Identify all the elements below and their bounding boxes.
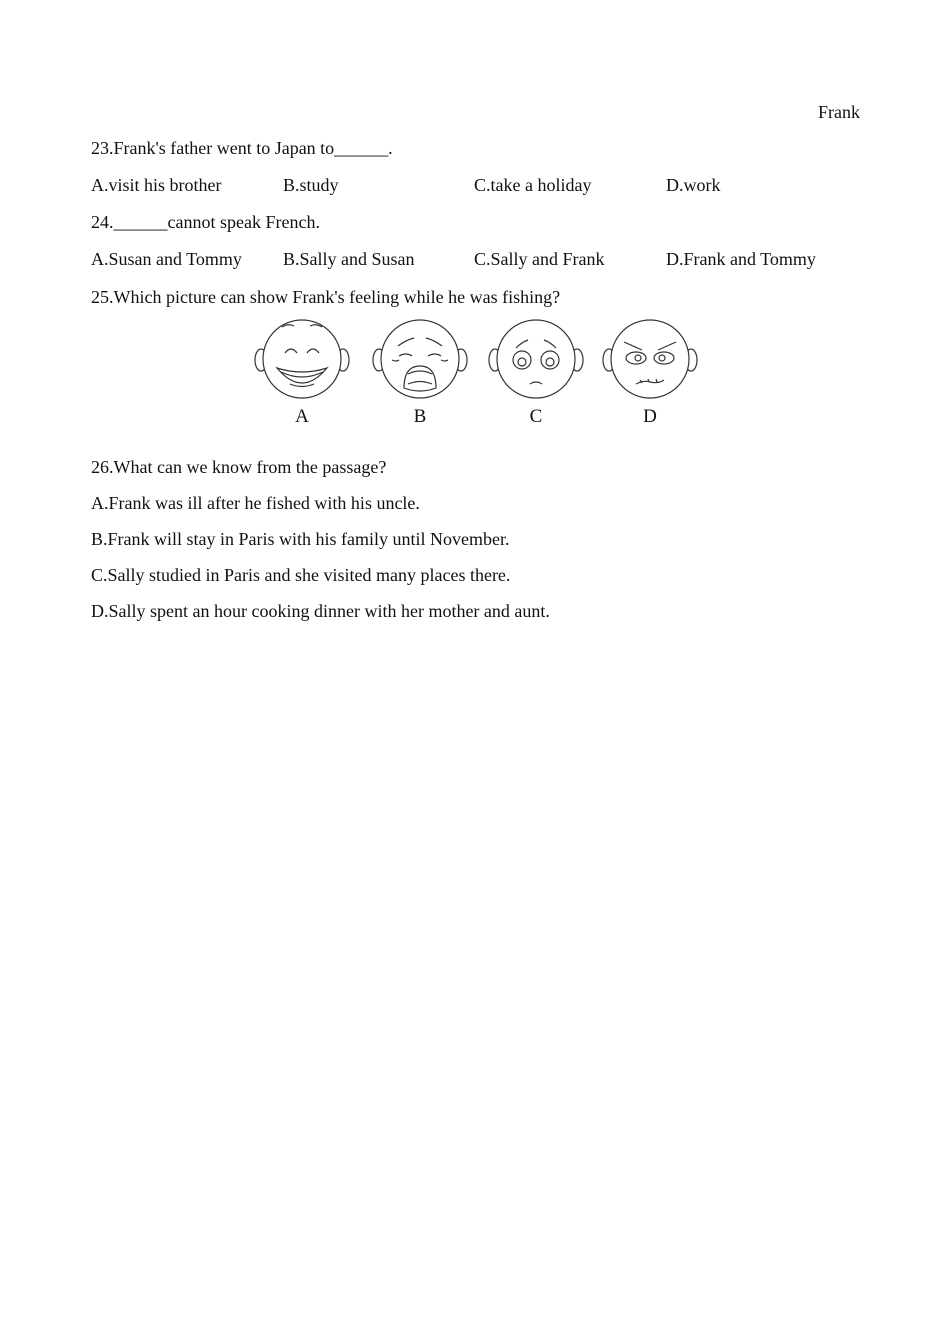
picture-c <box>486 318 586 433</box>
picture-a-label: A <box>295 406 309 427</box>
picture-d-label: D <box>643 406 657 427</box>
picture-b <box>370 318 470 433</box>
emotion-pictures <box>252 318 702 433</box>
picture-a <box>252 318 352 433</box>
question-26-option-a: A.Frank was ill after he fished with his uncle. <box>91 493 420 513</box>
crying-face-icon <box>370 318 470 406</box>
question-24-option-b: B.Sally and Susan <box>283 249 415 269</box>
question-23-option-d: D.work <box>666 175 721 195</box>
worried-face-icon <box>486 318 586 406</box>
angry-face-icon <box>600 318 700 406</box>
question-24-option-d: D.Frank and Tommy <box>666 249 816 269</box>
question-23-option-a: A.visit his brother <box>91 175 222 195</box>
question-24-stem: 24.______cannot speak French. <box>91 212 320 232</box>
question-26-option-c: C.Sally studied in Paris and she visited many places there. <box>91 565 511 585</box>
picture-c-label: C <box>529 406 543 427</box>
question-23-option-c: C.take a holiday <box>474 175 592 195</box>
laughing-face-icon <box>252 318 352 406</box>
question-26-option-b: B.Frank will stay in Paris with his family until November. <box>91 529 510 549</box>
page-header-name: Frank <box>818 102 860 122</box>
question-23-option-b: B.study <box>283 175 339 195</box>
question-24-option-a: A.Susan and Tommy <box>91 249 242 269</box>
picture-d <box>600 318 700 433</box>
question-24-option-c: C.Sally and Frank <box>474 249 605 269</box>
question-23-stem: 23.Frank's father went to Japan to______. <box>91 138 393 158</box>
question-25-stem: 25.Which picture can show Frank's feeling while he was fishing? <box>91 287 561 307</box>
question-26-option-d: D.Sally spent an hour cooking dinner with her mother and aunt. <box>91 601 550 621</box>
question-26-stem: 26.What can we know from the passage? <box>91 457 387 477</box>
picture-b-label: B <box>413 406 427 427</box>
